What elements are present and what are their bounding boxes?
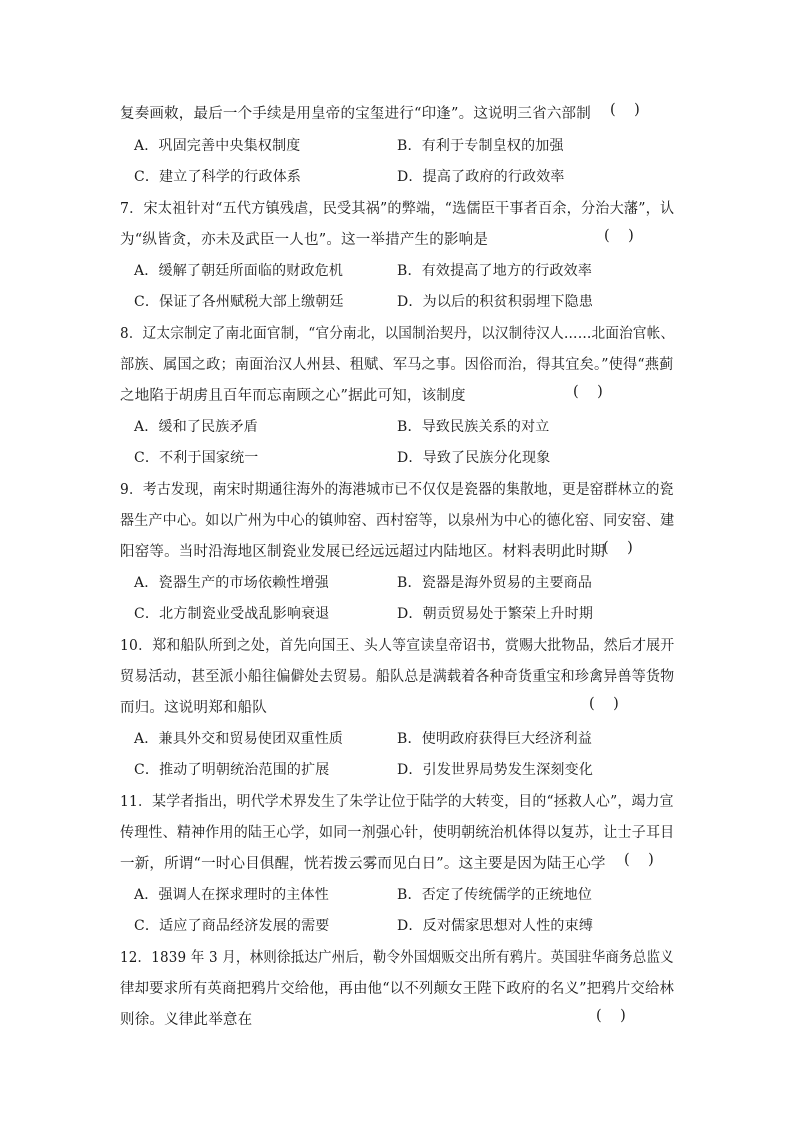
q11-stem-line-1: 11．某学者指出，明代学术界发生了朱学让位于陆学的大转变，目的“拯救人心”，竭力宣	[120, 794, 674, 810]
q10-option-c: C．推动了明朝统治范围的扩展	[134, 762, 330, 778]
q6-option-c: C．建立了科学的行政体系	[134, 169, 302, 185]
q8-answer-paren: ( )	[573, 384, 603, 400]
q12-stem-line-3: 则徐。义律此举意在	[120, 1012, 253, 1028]
q8-option-d: D．导致了民族分化现象	[397, 450, 551, 466]
q9-stem-line-3: 阳窑等。当时沿海地区制瓷业发展已经远远超过内陆地区。材料表明此时期	[120, 544, 606, 560]
q11-option-b: B．否定了传统儒学的正统地位	[397, 887, 593, 903]
q9-stem-line-2: 器生产中心。如以广州为中心的镇帅窑、西村窑等，以泉州为中心的德化窑、同安窑、建	[120, 513, 675, 529]
q12-answer-paren: ( )	[596, 1008, 626, 1024]
q11-answer-paren: ( )	[624, 852, 654, 868]
q11-stem-line-2: 传理性、精神作用的陆王心学，如同一剂强心针，使明朝统治机体得以复苏，让士子耳目	[120, 825, 675, 841]
q10-option-b: B．使明政府获得巨大经济利益	[397, 731, 593, 747]
q11-option-d: D．反对儒家思想对人性的束缚	[397, 918, 594, 934]
q8-stem-line-3: 之地陷于胡虏且百年而忘南顾之心”据此可知，该制度	[120, 388, 466, 404]
q6-option-d: D．提高了政府的行政效率	[397, 169, 565, 185]
q8-option-b: B．导致民族关系的对立	[397, 419, 550, 435]
q7-option-b: B．有效提高了地方的行政效率	[397, 263, 593, 279]
q9-option-b: B．瓷器是海外贸易的主要商品	[397, 575, 593, 591]
q7-option-c: C．保证了各州赋税大部上缴朝廷	[134, 294, 344, 310]
q10-stem-line-3: 而归。这说明郑和船队	[120, 700, 267, 716]
q9-option-c: C．北方制瓷业受战乱影响衰退	[134, 606, 330, 622]
q10-answer-paren: ( )	[589, 696, 619, 712]
q9-option-a: A．瓷器生产的市场依赖性增强	[134, 575, 329, 591]
q7-option-a: A．缓解了朝廷所面临的财政危机	[134, 263, 344, 279]
q10-stem-line-2: 贸易活动，甚至派小船往偏僻处去贸易。船队总是满载着各种奇货重宝和珍禽异兽等货物	[120, 669, 675, 685]
q11-option-a: A．强调人在探求理时的主体性	[134, 887, 329, 903]
q6-option-a: A．巩固完善中央集权制度	[134, 138, 301, 154]
q12-stem-line-1: 12．1839 年 3 月，林则徐抵达广州后，勒令外国烟贩交出所有鸦片。英国驻华商务总监义	[120, 950, 674, 966]
q6-option-b: B．有利于专制皇权的加强	[397, 138, 564, 154]
q9-option-d: D．朝贡贸易处于繁荣上升时期	[397, 606, 594, 622]
q10-option-d: D．引发世界局势发生深刻变化	[397, 762, 594, 778]
q11-option-c: C．适应了商品经济发展的需要	[134, 918, 330, 934]
q6-answer-paren: ( )	[610, 102, 640, 118]
q8-option-a: A．缓和了民族矛盾	[134, 419, 258, 435]
q7-option-d: D．为以后的积贫积弱埋下隐患	[397, 294, 594, 310]
q10-stem-line-1: 10．郑和船队所到之处，首先向国王、头人等宣读皇帝诏书，赏赐大批物品，然后才展开	[120, 638, 675, 654]
q8-option-c: C．不利于国家统一	[134, 450, 259, 466]
q6-stem-tail: 复奏画敕，最后一个手续是用皇帝的宝玺进行“印逢”。这说明三省六部制	[120, 106, 591, 122]
q7-stem-line-2: 为“纵皆贪，亦未及武臣一人也”。这一举措产生的影响是	[120, 232, 489, 248]
q8-stem-line-1: 8．辽太宗制定了南北面官制，“官分南北，以国制治契丹，以汉制待汉人……北面治官帐、	[120, 326, 675, 342]
q11-stem-line-3: 一新，所谓“一时心目俱醒，恍若拨云雾而见白日”。这主要是因为陆王心学	[120, 856, 606, 872]
q12-stem-line-2: 律却要求所有英商把鸦片交给他，再由他“以不列颠女王陛下政府的名义”把鸦片交给林	[120, 981, 675, 997]
q7-stem-line-1: 7．宋太祖针对“五代方镇残虐，民受其祸”的弊端，“选儒臣干事者百余，分治大藩”，认	[120, 201, 675, 217]
q8-stem-line-2: 部族、属国之政；南面治汉人州县、租赋、军马之事。因俗而治，得其宜矣。”使得“燕蓟	[120, 357, 674, 373]
q10-option-a: A．兼具外交和贸易使团双重性质	[134, 731, 344, 747]
q9-stem-line-1: 9．考古发现，南宋时期通往海外的海港城市已不仅仅是瓷器的集散地，更是窑群林立的瓷	[120, 482, 674, 498]
q9-answer-paren: ( )	[603, 540, 633, 556]
q7-answer-paren: ( )	[604, 228, 634, 244]
